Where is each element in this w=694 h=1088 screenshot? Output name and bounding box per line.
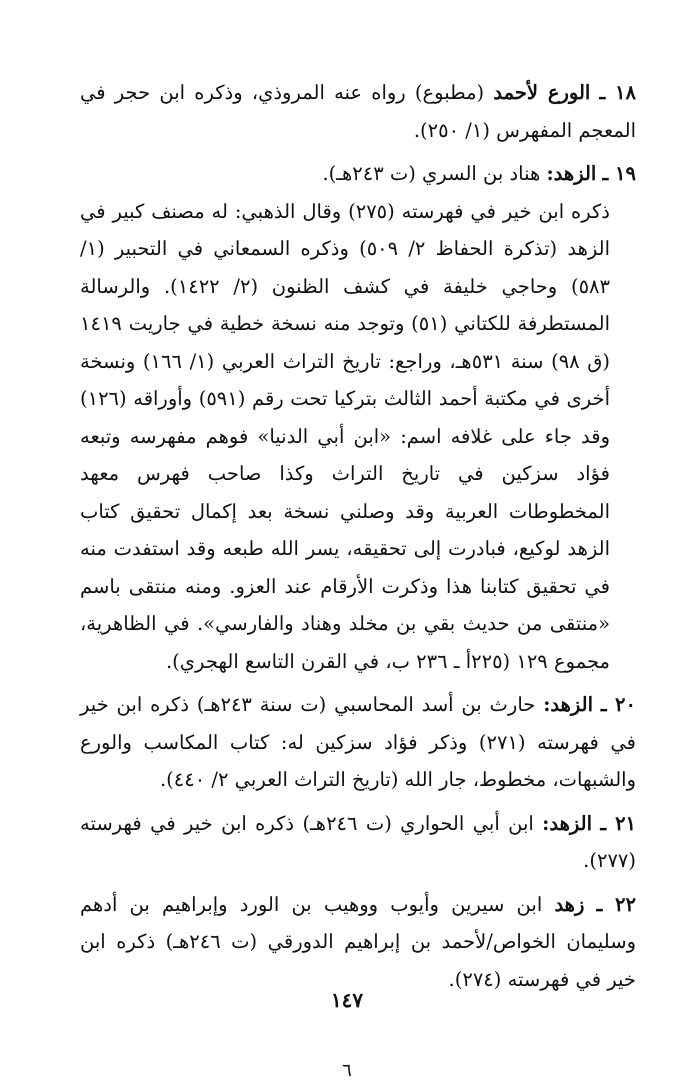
page-number: ١٤٧ bbox=[330, 988, 364, 1012]
entry-21 bbox=[80, 805, 636, 880]
entry-text: ابن سيرين وأيوب ووهيب بن الورد وإبراهيم بن أدهم وسليمان الخواص/لأحمد بن إبراهيم الدورقي (ت ٢٤٦هـ) ذكره ابن خير في فهرسته (٢٧٤). bbox=[80, 892, 636, 991]
entry-text: (مطبوع) رواه عنه المروذي، وذكره ابن حجر في المعجم المفهرس (١/ ٢٥٠). bbox=[80, 81, 636, 142]
entry-title: الزهد: bbox=[546, 162, 597, 185]
entry-20 bbox=[80, 686, 636, 799]
bottom-mark: ٦ bbox=[342, 1060, 352, 1081]
entry-22 bbox=[80, 886, 636, 999]
page-body bbox=[80, 74, 636, 1004]
entry-19 bbox=[80, 155, 636, 680]
entry-title: الزهد: bbox=[542, 811, 593, 835]
entry-number: ٢٠ ـ bbox=[600, 693, 636, 716]
entry-number: ١٨ ـ bbox=[599, 81, 636, 104]
entry-title: الورع لأحمد bbox=[493, 81, 591, 104]
entry-number: ١٩ ـ bbox=[602, 162, 636, 185]
entry-body: ذكره ابن خير في فهرسته (٢٧٥) وقال الذهبي: له مصنف كبير في الزهد (تذكرة الحفاظ ٢/ ٥٠٩) وذكره السمعاني في التحبير (١/ ٥٨٣) وحاجي خليفة في كشف الظنون (٢/ ١٤٢٢). والرسالة المستطرفة للكتاني (٥١) وتوجد منه نسخة خطية في جاريت ١٤١٩ (ق ٩٨) سنة ٥٣١هـ، وراجع: تاريخ التراث العربي (١/ ١٦٦) ونسخة أخرى في مكتبة أحمد الثالث بتركيا تحت رقم (٥٩١) وأوراقه (١٢٦) وقد جاء على غلافه اسم: «ابن أبي الدنيا» فوهم مفهرسه وتبعه فؤاد سزكين في تاريخ التراث وكذا صاحب فهرس معهد المخطوطات العربية وقد وصلني نسخة بعد إكمال تحقيق كتاب الزهد لوكيع، فبادرت إلى تحقيقه، يسر الله طبعه وقد استفدت منه في تحقيق كتابنا هذا وذكرت الأرقام عند العزو. ومنه منتقى باسم «منتقى من حديث بقي بن مخلد وهناد والفارسي». في الظاهرية، مجموع ١٢٩ (٢٢٥أ ـ ٢٣٦ ب، في القرن التاسع الهجري). bbox=[80, 199, 611, 673]
entry-text: هناد بن السري (ت ٢٤٣هـ). bbox=[322, 162, 541, 185]
entry-18 bbox=[80, 74, 636, 149]
entry-text: ابن أبي الحواري (ت ٢٤٦هـ) ذكره ابن خير في فهرسته (٢٧٧). bbox=[80, 811, 636, 872]
entry-text: حارث بن أسد المحاسبي (ت سنة ٢٤٣هـ) ذكره ابن خير في فهرسته (٢٧١) وذكر فؤاد سزكين له: كتاب المكاسب والورع والشبهات، مخطوط، جار الله (تاريخ التراث العربي ٢/ ٤٤٠). bbox=[80, 693, 636, 791]
entry-title: الزهد: bbox=[543, 693, 594, 716]
entry-title: زهد bbox=[554, 892, 585, 916]
entry-number: ٢١ ـ bbox=[600, 811, 637, 835]
entry-number: ٢٢ ـ bbox=[596, 892, 636, 916]
